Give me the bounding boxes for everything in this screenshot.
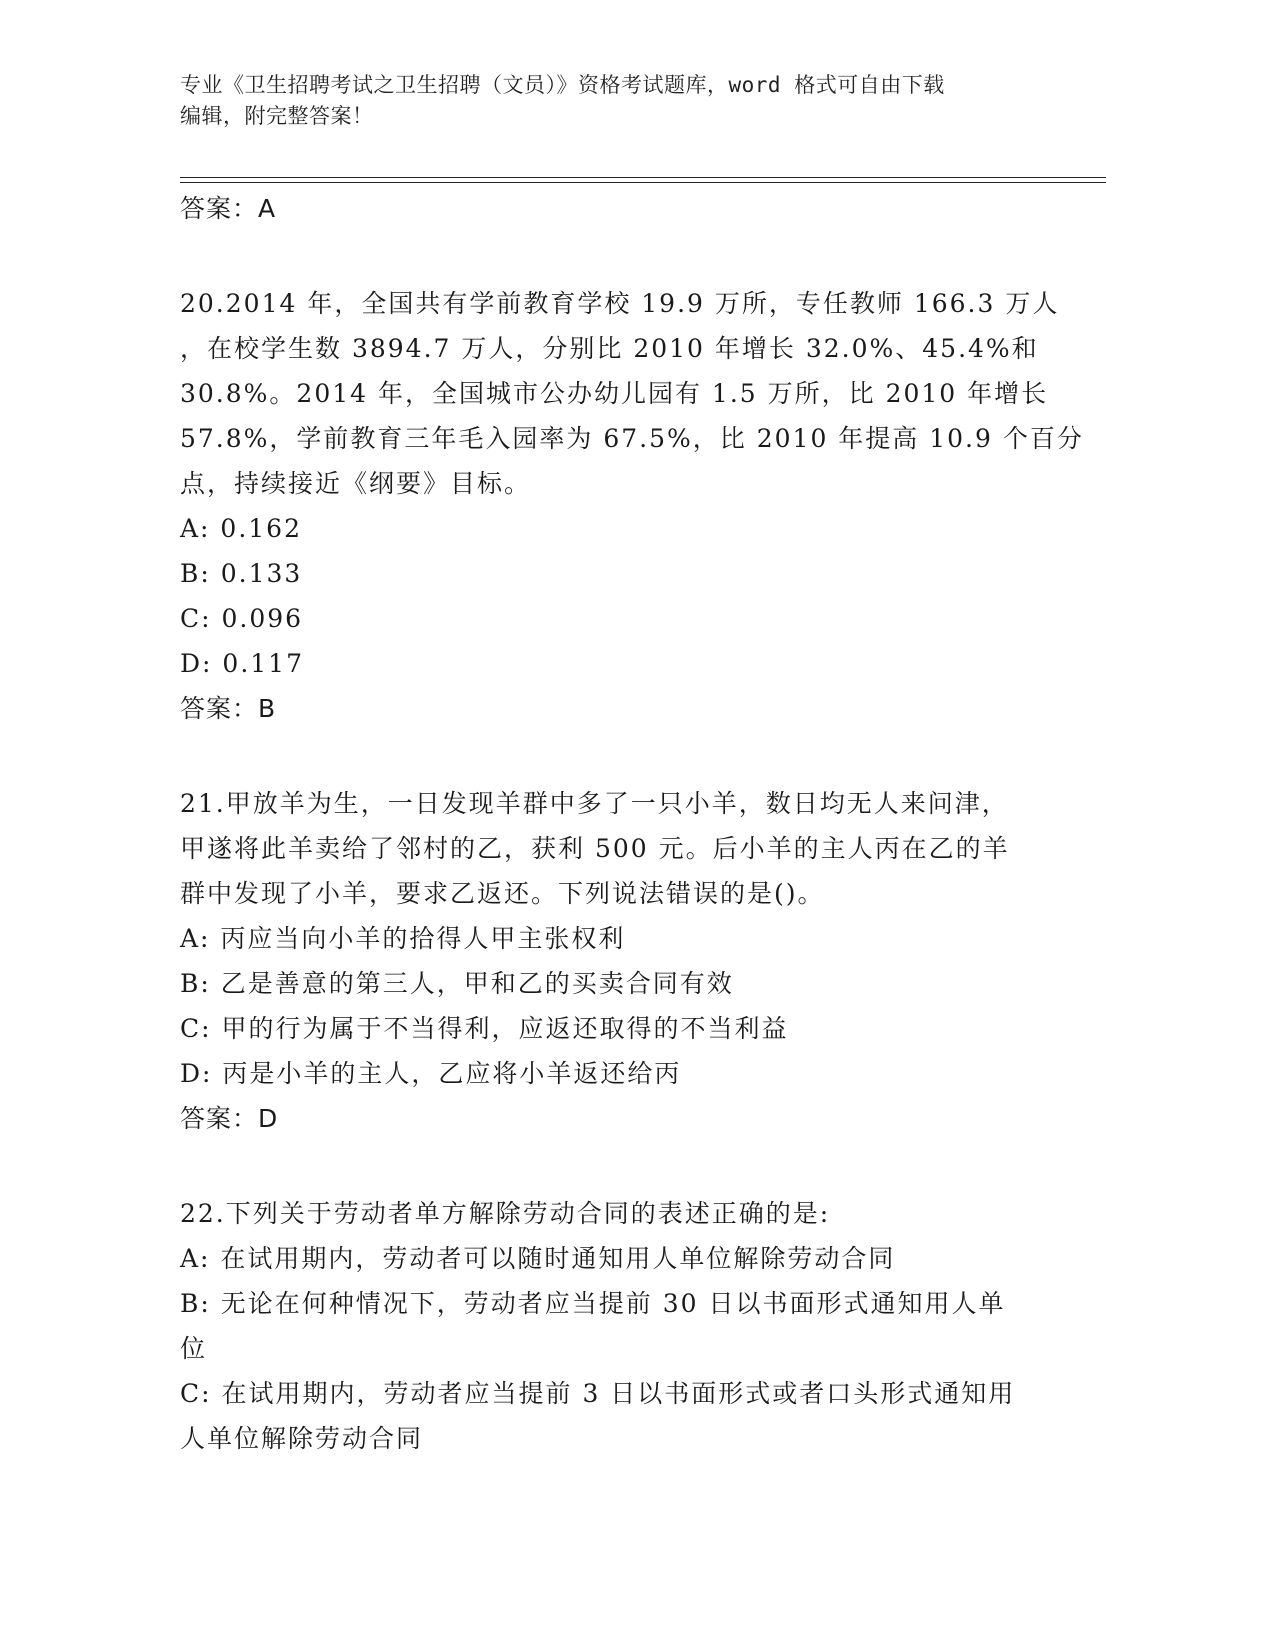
header-divider-bottom: [180, 182, 1106, 183]
question-text-line: 57.8%，学前教育三年毛入园率为 67.5%，比 2010 年提高 10.9 个百分: [180, 424, 1084, 453]
option-c: C: 甲的行为属于不当得利，应返还取得的不当利益: [180, 1014, 789, 1043]
option-b: B: 乙是善意的第三人，甲和乙的买卖合同有效: [180, 969, 734, 998]
question-text-line: 30.8%。2014 年，全国城市公办幼儿园有 1.5 万所，比 2010 年增长: [180, 379, 1049, 408]
header-line-1: 专业《卫生招聘考试之卫生招聘（文员）》资格考试题库，word 格式可自由下载: [180, 73, 945, 97]
option-c: C: 在试用期内，劳动者应当提前 3 日以书面形式或者口头形式通知用: [180, 1379, 1016, 1408]
question-text-line: 21.甲放羊为生，一日发现羊群中多了一只小羊，数日均无人来问津，: [180, 789, 1009, 818]
question-22: [180, 1191, 1060, 1461]
option-a: A: 丙应当向小羊的拾得人甲主张权利: [180, 924, 626, 953]
header-line-2: 编辑，附完整答案！: [180, 104, 374, 128]
option-c: C: 0.096: [180, 604, 304, 633]
option-a: A: 在试用期内，劳动者可以随时通知用人单位解除劳动合同: [180, 1244, 896, 1273]
question-text-line: ，在校学生数 3894.7 万人，分别比 2010 年增长 32.0%、45.4%和: [180, 334, 1039, 363]
question-21: [180, 781, 1060, 1141]
question-text-line: 群中发现了小羊，要求乙返还。下列说法错误的是()。: [180, 879, 825, 908]
option-b: B: 0.133: [180, 559, 303, 588]
question-text-line: 甲遂将此羊卖给了邻村的乙，获利 500 元。后小羊的主人丙在乙的羊: [180, 834, 1010, 863]
option-b: B: 无论在何种情况下，劳动者应当提前 30 日以书面形式通知用人单: [180, 1289, 1006, 1318]
spacer: [180, 231, 1060, 281]
spacer: [180, 1141, 1060, 1191]
previous-answer: 答案：A: [180, 194, 277, 223]
option-c-continued: 人单位解除劳动合同: [180, 1424, 424, 1453]
question-text-line: 20.2014 年，全国共有学前教育学校 19.9 万所，专任教师 166.3 万人: [180, 289, 1060, 318]
answer-label: 答案：B: [180, 694, 277, 723]
page-header: [180, 70, 1060, 132]
question-text-line: 点，持续接近《纲要》目标。: [180, 469, 532, 498]
option-a: A: 0.162: [180, 514, 302, 543]
question-20: [180, 281, 1084, 731]
option-b-continued: 位: [180, 1334, 208, 1363]
option-d: D: 0.117: [180, 649, 304, 678]
document-body: [180, 186, 1084, 1461]
question-text-line: 22.下列关于劳动者单方解除劳动合同的表述正确的是:: [180, 1199, 831, 1228]
answer-label: 答案：D: [180, 1104, 279, 1133]
header-divider-top: [180, 177, 1106, 178]
spacer: [180, 731, 1060, 781]
option-d: D: 丙是小羊的主人，乙应将小羊返还给丙: [180, 1059, 682, 1088]
